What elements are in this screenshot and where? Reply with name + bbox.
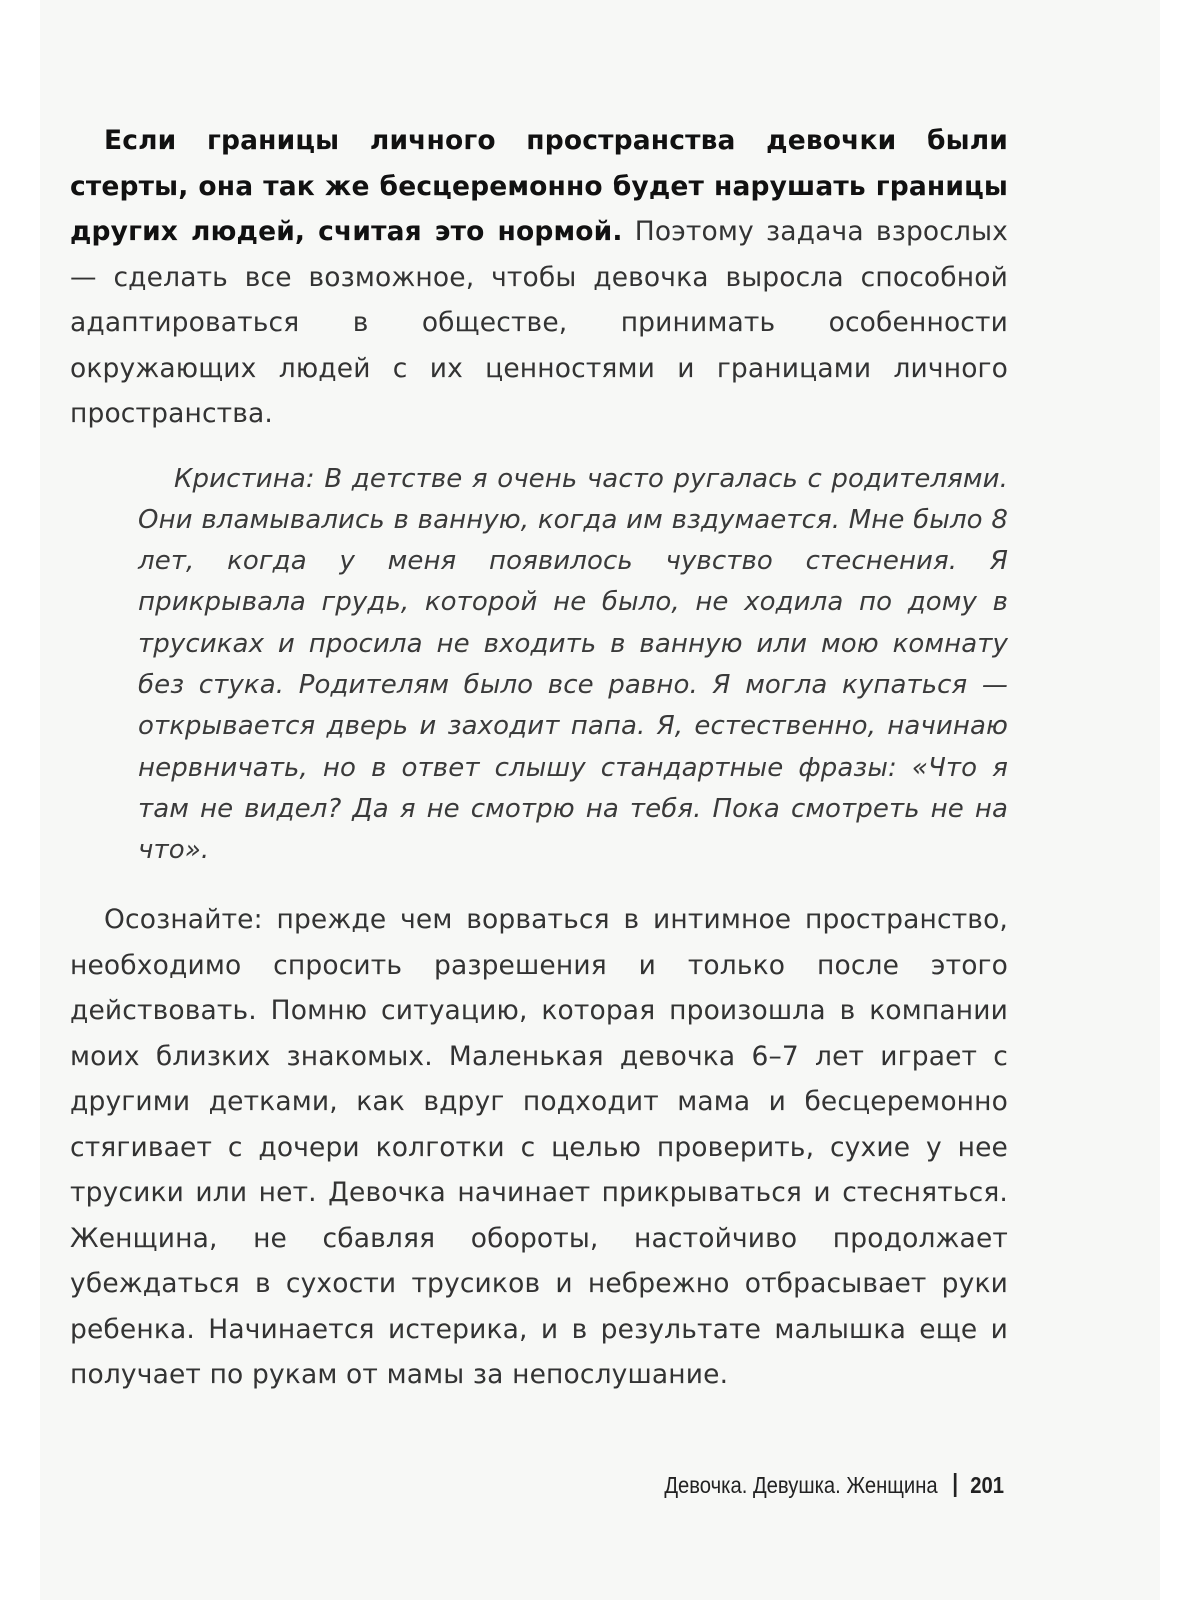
running-footer: [664, 1472, 1004, 1499]
book-title: Девочка. Девушка. Женщина: [664, 1472, 938, 1498]
page-content: [70, 118, 1008, 1398]
paragraph-2: Осознайте: прежде чем ворваться в интимное пространство, необходимо спросить разрешения и только после этого действовать. Помню ситуацию, которая произошла в компании моих близких знакомых. Маленькая девочка 6–7 лет играет с другими детками, как вдруг подходит мама и бесцеремонно стягивает с дочери колготки с целью проверить, сухие у нее трусики или нет. Девочка начинает прикрываться и стесняться. Женщина, не сбавляя обороты, настойчиво продолжает убеждаться в сухости трусиков и небрежно отбрасывает руки ребенка. Начинается истерика, и в результате малышка еще и получает по рукам от мамы за непослушание.: [70, 904, 1008, 1391]
paragraph-1-text: Поэтому задача взрослых — сделать все возможное, чтобы девочка выросла способной адаптироваться в обществе, принимать особенности окружающих людей с их ценностями и границами личного пространства.: [70, 216, 1008, 429]
paragraph-1: [70, 118, 1008, 437]
footer-separator: [954, 1473, 957, 1497]
book-page: [40, 0, 1160, 1600]
page-number: 201: [970, 1472, 1004, 1498]
bold-lead-text: Если границы личного пространства девочки были стерты, она так же бесцеремонно будет нарушать границы других людей, считая это нормой.: [70, 125, 1008, 247]
quote-kristina: Кристина: В детстве я очень часто ругалась с родителями. Они вламывались в ванную, когда им вздумается. Мне было 8 лет, когда у меня появилось чувство стеснения. Я прикрывала грудь, которой не было, не ходила по дому в трусиках и просила не входить в ванную или мою комнату без стука. Родителям было все равно. Я могла купаться — открывается дверь и заходит папа. Я, естественно, начинаю нервничать, но в ответ слышу стандартные фразы: «Что я там не видел? Да я не смотрю на тебя. Пока смотреть не на что».: [138, 463, 1008, 866]
